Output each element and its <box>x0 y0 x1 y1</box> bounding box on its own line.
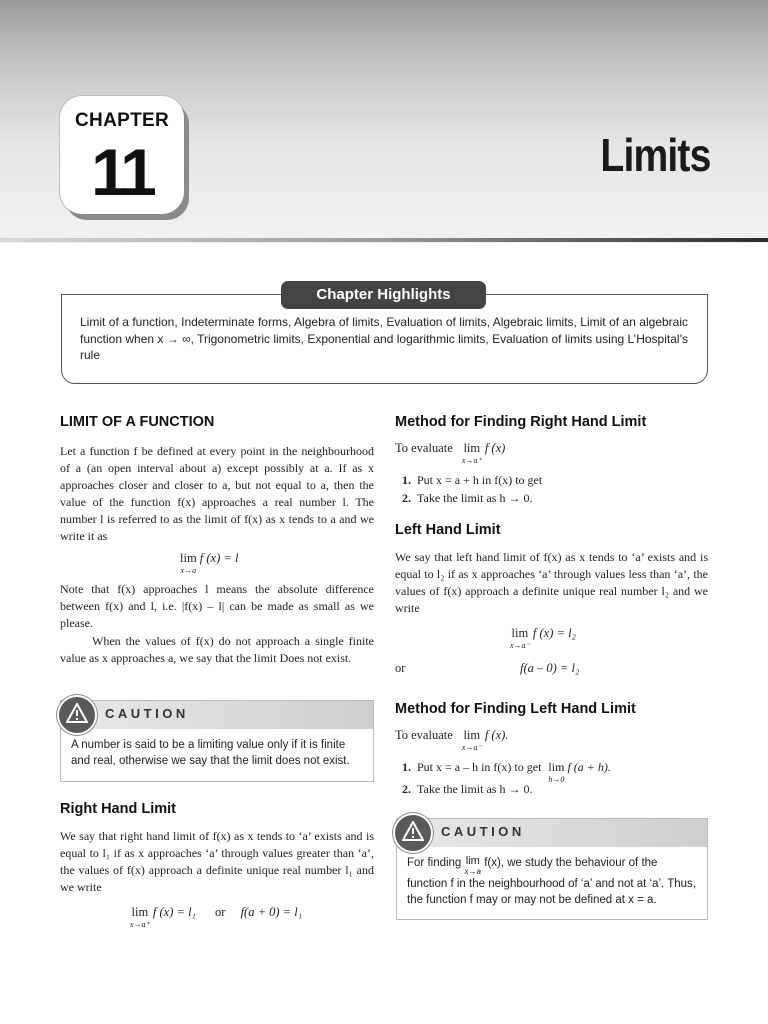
warning-triangle-icon <box>57 695 97 735</box>
section-heading-left-hand-limit: Left Hand Limit <box>395 522 501 538</box>
chapter-highlights-title: Chapter Highlights <box>281 281 486 309</box>
chapter-label: CHAPTER <box>75 110 169 131</box>
chapter-number: 11 <box>91 135 153 209</box>
limit-formula: lim x→a f (x) = l <box>180 551 239 575</box>
section-heading-limit: LIMIT OF A FUNCTION <box>60 414 215 430</box>
limit-paragraph-3: When the values of f(x) do not approach a single finite value as x approaches a, we say that the limit Does not exist. <box>60 634 374 665</box>
method-left-step-2: 2. Take the limit as h → 0. <box>402 782 533 796</box>
limit-paragraph-2: Note that f(x) approaches l means the absolute difference between f(x) and l, i.e. |f(x) – l| can be made as small as we please. <box>60 582 374 630</box>
left-hand-limit-formula: lim x→a⁻ f (x) = l₂ <box>510 626 576 650</box>
header-divider <box>0 238 768 242</box>
left-hand-limit-or: or <box>395 661 406 675</box>
warning-triangle-icon <box>393 813 433 853</box>
right-hand-limit-paragraph: We say that right hand limit of f(x) as x tends to ‘a’ exists and is equal to l₁ if as x approaches ‘a’ through values greater than ‘a’, the values of f(x) approach a definite unique real number l₁ and we write <box>60 829 374 894</box>
method-right-evaluate: To evaluate lim x→a⁺ f (x) <box>395 441 506 465</box>
section-heading-method-left: Method for Finding Left Hand Limit <box>395 701 636 717</box>
method-right-step-1: 1. Put x = a + h in f(x) to get <box>402 473 543 487</box>
method-right-step-2: 2. Take the limit as h → 0. <box>402 491 533 505</box>
chapter-badge <box>60 96 184 214</box>
caution-text: For finding lim x→a f(x), we study the behaviour of the function f in the neighbourhood of ‘a’ and not at ‘a’. Thus, the function f may or may not be defined at x = a. <box>407 855 696 906</box>
caution-box-2 <box>396 818 708 920</box>
section-heading-method-right: Method for Finding Right Hand Limit <box>395 414 647 430</box>
caution-box-1 <box>60 700 374 782</box>
limit-paragraph-1: Let a function f be defined at every point in the neighbourhood of a (an open interval about a) except possibly at a. If as x approaches closer and closer to a, but not equal to a, then the value of the function f(x) approaches a real number l. The number l is referred to as the limit of f(x) as x tends to a and we write it as <box>60 444 374 543</box>
chapter-highlights-text: Limit of a function, Indeterminate forms, Algebra of limits, Evaluation of limits, Algebraic limits, Limit of an algebraic function when x → ∞, Trigonometric limits, Exponential and logarithmic limits, Evaluation of limits using L’Hospital’s rule <box>80 315 688 362</box>
method-left-evaluate: To evaluate lim x→a⁻ f (x). <box>395 728 509 752</box>
right-hand-limit-formula: lim x→a⁺ f (x) = l₁ or f(a + 0) = l₁ <box>130 905 303 929</box>
chapter-title: Limits <box>599 129 710 181</box>
caution-label: CAUTION <box>105 706 189 721</box>
left-hand-limit-formula-2: f(a – 0) = l₂ <box>520 661 580 675</box>
left-hand-limit-paragraph: We say that left hand limit of f(x) as x tends to ‘a’ exists and is equal to l₂ if as x approaches ‘a’ through values less than ‘a’, the values of f(x) approach a definite unique real number l₂ and we write <box>395 550 708 615</box>
method-left-step-1: 1. Put x = a – h in f(x) to get lim h→0 f (a + h). <box>402 760 611 784</box>
section-heading-right-hand-limit: Right Hand Limit <box>60 801 176 817</box>
caution-label: CAUTION <box>441 824 525 839</box>
caution-text: A number is said to be a limiting value only if it is finite and real, otherwise we say that the limit does not exist. <box>71 739 350 767</box>
